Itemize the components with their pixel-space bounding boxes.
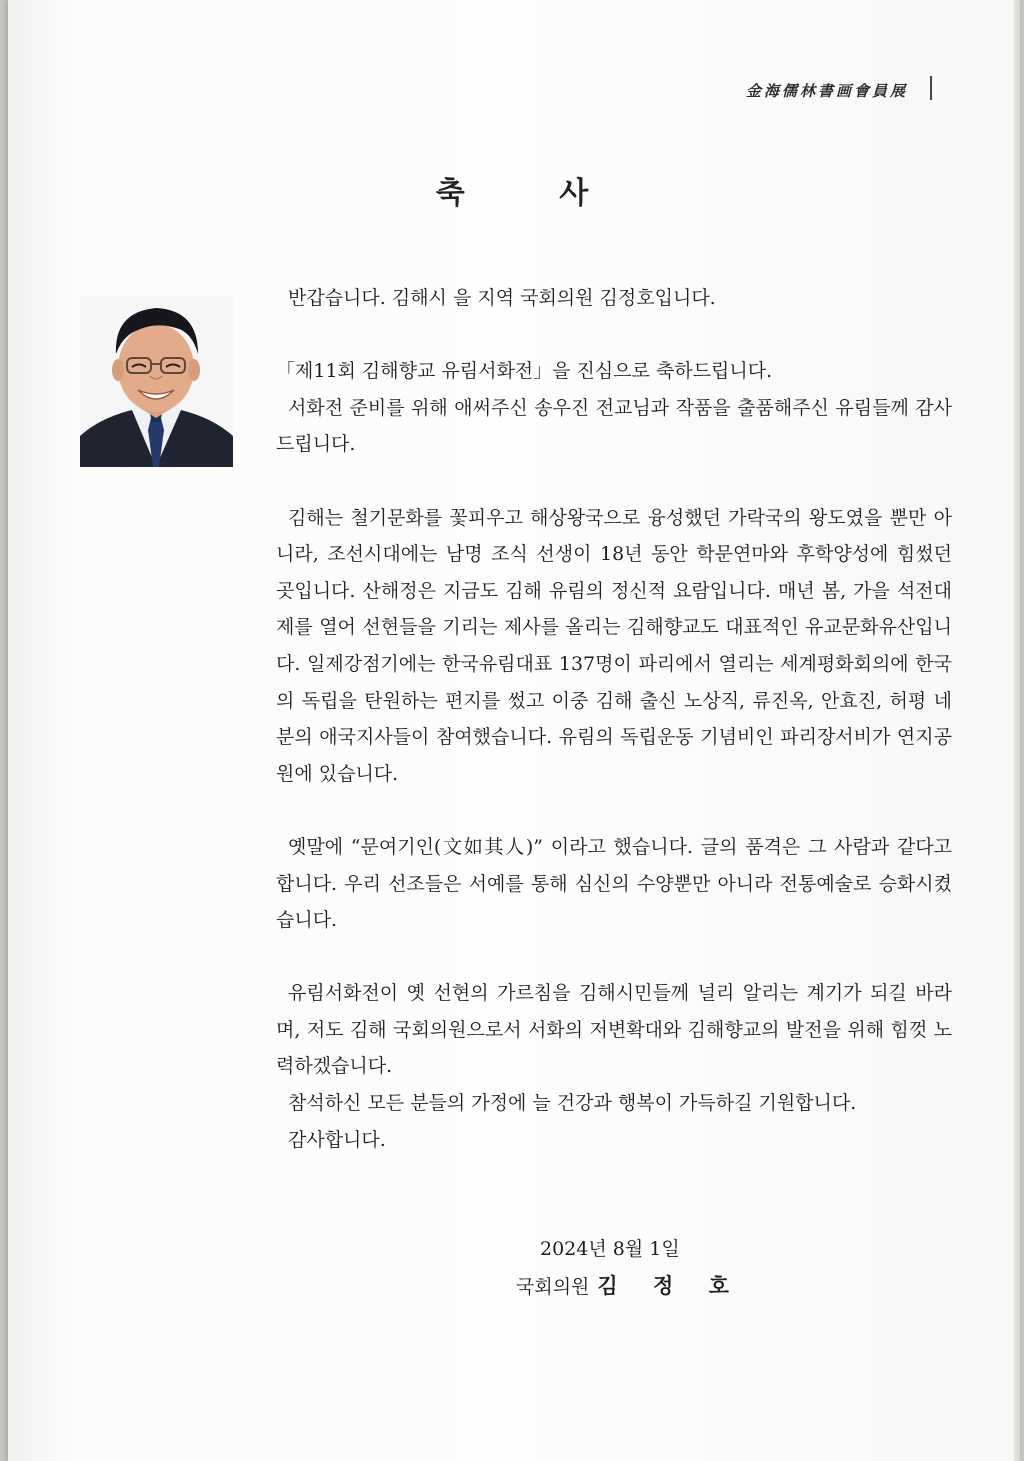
portrait-image <box>80 296 233 467</box>
thanks-paragraph: 서화전 준비를 위해 애써주신 송우진 전교님과 작품을 출품해주신 유림들께 감사드립니다. <box>276 396 952 456</box>
portrait-photo <box>80 296 233 467</box>
proverb-paragraph: 옛말에 “문여기인(文如其人)” 이라고 했습니다. 글의 품격은 그 사람과 같다고 합니다. 우리 선조들은 서예를 통해 심신의 수양뿐만 아니라 전통예술로 승화시켰습니다. <box>276 835 952 932</box>
letter-date: 2024년 8월 1일 <box>540 1238 680 1260</box>
signature-block <box>516 1270 776 1300</box>
history-paragraph: 김해는 철기문화를 꽃피우고 해상왕국으로 융성했던 가락국의 왕도였을 뿐만 아니라, 조선시대에는 남명 조식 선생이 18년 동안 학문연마와 후학양성에 힘썼던 곳입니다. 산해정은 지금도 김해 유림의 정신적 요람입니다. 매년 봄, 가을 석전대제를 열어 선현들을 기리는 제사를 올리는 김해향교도 대표적인 유교문화유산입니다. 일제강점기에는 한국유림대표 137명이 파리에서 열리는 세계평화회의에 한국의 독립을 탄원하는 편지를 썼고 이중 김해 출신 노상직, 류진옥, 안효진, 허평 네 분의 애국지사들이 참여했습니다. 유림의 독립운동 기념비인 파리장서비가 연지공원에 있습니다. <box>276 506 952 785</box>
greeting-paragraph: 반갑습니다. 김해시 을 지역 국회의원 김정호입니다. <box>288 287 716 309</box>
exhibition-seal-text: 金海儒林書画會員展 <box>746 82 909 100</box>
header-divider <box>930 76 932 100</box>
closing-paragraph: 감사합니다. <box>288 1128 386 1151</box>
congratulation-paragraph: 「제11회 김해향교 유림서화전」을 진심으로 축하드립니다. <box>276 360 773 383</box>
signer-name: 김 정 호 <box>597 1274 743 1298</box>
wish-paragraph: 유림서화전이 옛 선현의 가르침을 김해시민들께 널리 알리는 계기가 되길 바라며, 저도 김해 국회의원으로서 서화의 저변확대와 김해향교의 발전을 위해 힘껏 노력하겠습니다. <box>276 982 952 1078</box>
signer-role: 국회의원 <box>516 1276 590 1298</box>
page-title: 축 사 <box>435 176 631 211</box>
blessing-paragraph: 참석하신 모든 분들의 가정에 늘 건강과 행복이 가득하길 기원합니다. <box>288 1092 857 1115</box>
page-edge <box>1014 0 1020 1461</box>
letter-body <box>276 280 952 1158</box>
